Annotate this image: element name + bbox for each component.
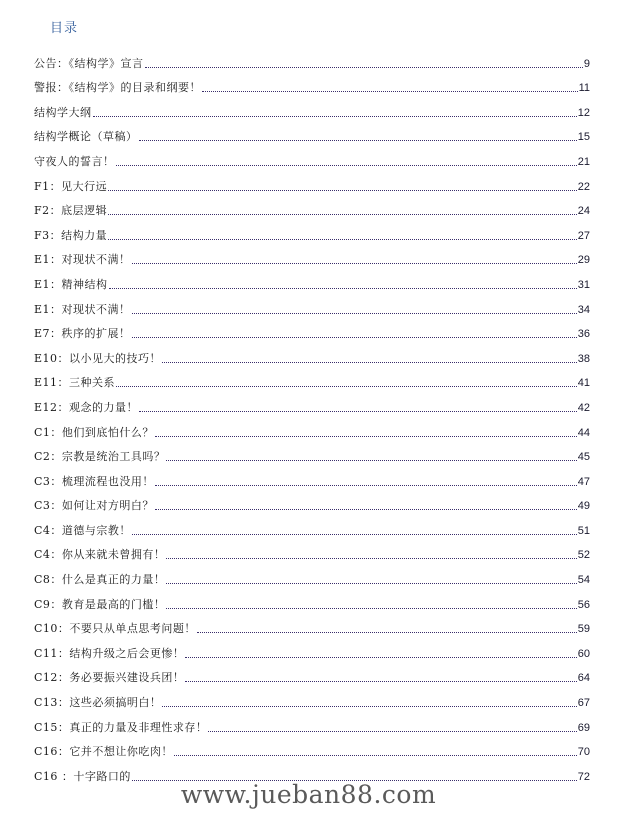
dot-leader xyxy=(162,705,576,707)
dot-leader xyxy=(174,754,577,756)
toc-entry-page: 11 xyxy=(578,82,590,95)
toc-entry-label: E1：对现状不满！ xyxy=(34,253,131,267)
dot-leader xyxy=(162,361,577,363)
toc-entry-page: 24 xyxy=(577,205,590,218)
dot-leader xyxy=(139,139,577,141)
toc-entry[interactable] xyxy=(34,243,590,268)
toc-entry[interactable] xyxy=(34,144,590,169)
toc-entry-label: C2：宗教是统治工具吗？ xyxy=(34,450,166,464)
toc-entry-page: 38 xyxy=(577,352,590,365)
toc-entry[interactable] xyxy=(34,317,590,342)
toc-entry-page: 67 xyxy=(577,697,590,710)
toc-entry-page: 27 xyxy=(577,229,590,242)
table-of-contents xyxy=(34,46,590,784)
toc-entry-page: 12 xyxy=(577,106,590,119)
toc-entry[interactable] xyxy=(34,685,590,710)
dot-leader xyxy=(116,385,577,387)
toc-entry-label: 警报：《结构学》的目录和纲要！ xyxy=(34,81,201,95)
toc-title: 目录 xyxy=(50,21,79,36)
dot-leader xyxy=(208,730,576,732)
toc-entry-page: 9 xyxy=(583,57,590,70)
toc-entry-page: 34 xyxy=(577,303,590,316)
toc-entry[interactable] xyxy=(34,415,590,440)
toc-entry[interactable] xyxy=(34,218,590,243)
toc-entry-label: 结构学概论（草稿） xyxy=(34,130,138,144)
toc-entry[interactable] xyxy=(34,661,590,686)
toc-entry-label: F2：底层逻辑 xyxy=(34,204,108,218)
toc-entry-page: 22 xyxy=(577,180,590,193)
toc-entry-label: E10：以小见大的技巧！ xyxy=(34,351,162,365)
toc-entry[interactable] xyxy=(34,267,590,292)
toc-entry-page: 72 xyxy=(577,770,590,783)
toc-entry-page: 29 xyxy=(577,254,590,267)
toc-entry-page: 31 xyxy=(577,278,590,291)
toc-entry-label: C4：你从来就未曾拥有！ xyxy=(34,548,166,562)
dot-leader xyxy=(108,238,577,240)
toc-entry[interactable] xyxy=(34,538,590,563)
dot-leader xyxy=(132,533,577,535)
toc-entry-label: 结构学大纲 xyxy=(34,105,92,119)
toc-entry-page: 70 xyxy=(577,746,590,759)
toc-entry-page: 69 xyxy=(577,721,590,734)
toc-entry-label: C3：梳理流程也没用！ xyxy=(34,474,154,488)
dot-leader xyxy=(109,287,577,289)
toc-entry-page: 51 xyxy=(577,524,590,537)
toc-entry-label: E7：秩序的扩展！ xyxy=(34,327,131,341)
toc-entry-label: C16：它并不想让你吃肉！ xyxy=(34,745,173,759)
toc-entry-label: C10：不要只从单点思考问题！ xyxy=(34,622,196,636)
toc-entry-page: 49 xyxy=(577,500,590,513)
toc-entry-page: 45 xyxy=(577,451,590,464)
toc-entry-page: 60 xyxy=(577,647,590,660)
toc-entry-label: C1：他们到底怕什么？ xyxy=(34,425,154,439)
toc-entry[interactable] xyxy=(34,710,590,735)
dot-leader xyxy=(139,410,577,412)
dot-leader xyxy=(185,656,576,658)
toc-entry[interactable] xyxy=(34,366,590,391)
dot-leader xyxy=(185,680,576,682)
dot-leader xyxy=(108,213,577,215)
toc-entry[interactable] xyxy=(34,169,590,194)
dot-leader xyxy=(166,557,576,559)
dot-leader xyxy=(166,459,576,461)
dot-leader xyxy=(166,582,576,584)
toc-entry[interactable] xyxy=(34,464,590,489)
toc-entry-label: E12：观念的力量！ xyxy=(34,400,139,414)
watermark: www.jueban88.com xyxy=(180,780,437,809)
toc-entry-page: 54 xyxy=(577,574,590,587)
toc-entry-label: C4：道德与宗教！ xyxy=(34,523,131,537)
dot-leader xyxy=(108,189,577,191)
toc-entry-page: 36 xyxy=(577,328,590,341)
dot-leader xyxy=(93,115,577,117)
toc-entry-label: F1：见大行远 xyxy=(34,179,108,193)
toc-entry[interactable] xyxy=(34,292,590,317)
toc-entry-label: 公告：《结构学》宣言 xyxy=(34,56,144,70)
toc-entry-label: E11：三种关系 xyxy=(34,376,116,390)
toc-entry[interactable] xyxy=(34,194,590,219)
toc-entry-page: 44 xyxy=(577,426,590,439)
toc-entry-label: C11：结构升级之后会更惨！ xyxy=(34,646,185,660)
toc-entry-label: F3：结构力量 xyxy=(34,228,108,242)
dot-leader xyxy=(197,631,577,633)
toc-entry-page: 59 xyxy=(577,623,590,636)
dot-leader xyxy=(155,508,577,510)
toc-entry-page: 21 xyxy=(577,155,590,168)
toc-entry[interactable] xyxy=(34,489,590,514)
dot-leader xyxy=(202,90,578,92)
dot-leader xyxy=(155,484,577,486)
toc-entry-page: 41 xyxy=(577,377,590,390)
toc-entry-label: C16 ：十字路口的 xyxy=(34,769,131,783)
toc-entry-label: E1：精神结构 xyxy=(34,277,108,291)
toc-entry-label: 守夜人的誓言！ xyxy=(34,154,115,168)
dot-leader xyxy=(145,66,583,68)
dot-leader xyxy=(132,312,577,314)
toc-entry[interactable] xyxy=(34,341,590,366)
toc-entry[interactable] xyxy=(34,612,590,637)
toc-entry-page: 42 xyxy=(577,401,590,414)
toc-entry-label: C8：什么是真正的力量！ xyxy=(34,573,166,587)
dot-leader xyxy=(132,336,577,338)
toc-entry[interactable] xyxy=(34,46,590,71)
toc-entry[interactable] xyxy=(34,513,590,538)
toc-entry[interactable] xyxy=(34,120,590,145)
toc-entry-label: C15：真正的力量及非理性求存！ xyxy=(34,720,208,734)
toc-entry-label: C3：如何让对方明白？ xyxy=(34,499,154,513)
toc-entry[interactable] xyxy=(34,562,590,587)
toc-entry[interactable] xyxy=(34,71,590,96)
toc-entry[interactable] xyxy=(34,440,590,465)
toc-entry[interactable] xyxy=(34,636,590,661)
toc-entry-label: C13：这些必须搞明白！ xyxy=(34,696,162,710)
toc-entry-page: 52 xyxy=(577,549,590,562)
dot-leader xyxy=(116,164,577,166)
toc-entry-page: 47 xyxy=(577,475,590,488)
toc-entry-label: E1：对现状不满！ xyxy=(34,302,131,316)
toc-entry[interactable] xyxy=(34,390,590,415)
dot-leader xyxy=(132,262,577,264)
toc-entry-page: 64 xyxy=(577,672,590,685)
dot-leader xyxy=(155,435,577,437)
toc-entry[interactable] xyxy=(34,587,590,612)
toc-entry-page: 56 xyxy=(577,598,590,611)
dot-leader xyxy=(166,607,576,609)
toc-entry[interactable] xyxy=(34,735,590,760)
toc-entry[interactable] xyxy=(34,95,590,120)
toc-entry-label: C12：务必要振兴建设兵团！ xyxy=(34,671,185,685)
toc-entry-label: C9：教育是最高的门槛！ xyxy=(34,597,166,611)
toc-entry-page: 15 xyxy=(577,131,590,144)
